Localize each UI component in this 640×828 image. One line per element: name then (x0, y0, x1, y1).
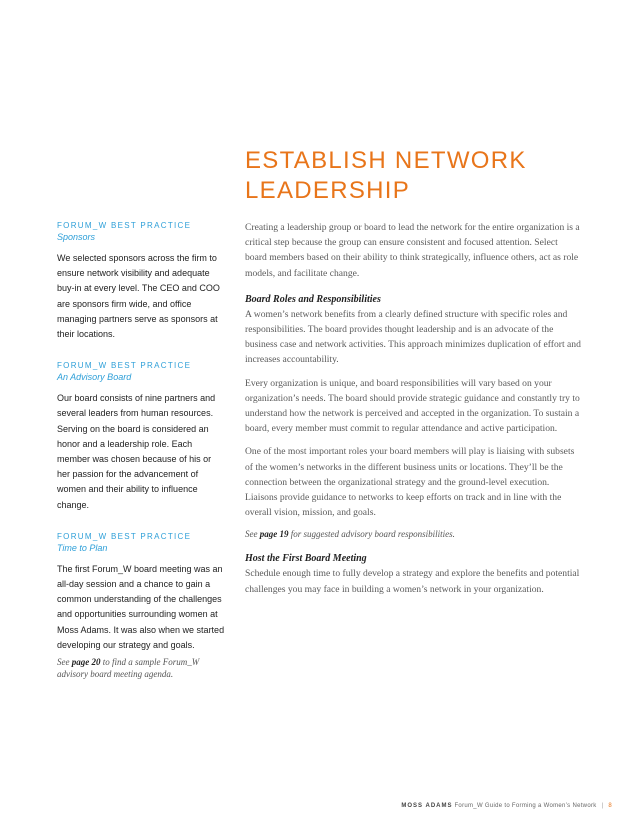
page-title-line-1: ESTABLISH NETWORK (245, 147, 527, 174)
best-practice-sponsors (57, 220, 225, 342)
best-practice-subtitle: An Advisory Board (57, 372, 132, 383)
best-practice-label: FORUM_W BEST PRACTICE (57, 361, 192, 371)
see-prefix: See (245, 529, 258, 540)
best-practice-subtitle: Sponsors (57, 232, 96, 242)
sidebar (57, 220, 225, 698)
intro-paragraph: Creating a leadership group or board to lead the network for the entire organization is a critical step because the group can ensure consistent and focused attention. Select board members based on their ability to think strategically, influence others, act as role models, and facilitate change. (245, 222, 580, 279)
see-suffix: for suggested advisory board responsibilities. (290, 529, 455, 540)
footer-doc-title: Forum_W Guide to Forming a Women’s Network (454, 803, 597, 809)
agenda-reference-note (57, 656, 225, 680)
footer-brand: MOSS ADAMS (401, 803, 453, 809)
main-content (245, 220, 581, 605)
best-practice-advisory-board (57, 360, 225, 513)
section-heading-first-meeting: Host the First Board Meeting (245, 553, 367, 565)
first-meeting-paragraph: Schedule enough time to fully develop a strategy and explore the benefits and potential challenges you may face in building a women’s network in your organization. (245, 568, 580, 595)
board-roles-paragraph-2: Every organization is unique, and board responsibilities will vary based on your organization’s needs. The board should provide strategic guidance and constantly try to understand how the network is perceived and accepted in the organization. To sustain a board, every member must commit to regular attendance and active participation. (245, 377, 580, 435)
page-title (245, 146, 605, 206)
best-practice-subtitle: Time to Plan (57, 542, 108, 553)
page-footer (401, 803, 612, 809)
footer-separator: | (601, 803, 604, 809)
page-19-link[interactable]: page 19 (259, 529, 289, 540)
best-practice-body: We selected sponsors across the firm to ensure network visibility and adequate buy-in at every level. The CEO and COO are sponsors firm wide, and office managing partners serve as sponsors at their locations. (57, 253, 220, 340)
board-roles-paragraph-3: One of the most important roles your board members will play is liaising with subsets of the women’s networks in the different business units or locations. They’ll be the connection between the organizational strategy and the ground-level execution. Liaisons provide guidance to networks to keep efforts on track and in line with the overall vision, mission, and goals. (245, 446, 575, 519)
board-roles-paragraph-1: A women’s network benefits from a clearly defined structure with specific roles and responsibilities. The board provides thought leadership and is an advocate of the business case and network activities. This approach minimizes duplication of effort and increases accountability. (245, 308, 581, 366)
best-practice-body: The first Forum_W board meeting was an all-day session and a chance to gain a common understanding of the challenges and opportunities surrounding women at Moss Adams. It was also when we started developing our strategy and goals. (57, 563, 225, 650)
page-title-line-2: LEADERSHIP (245, 177, 411, 204)
responsibilities-reference-note (245, 528, 581, 540)
section-heading-board-roles: Board Roles and Responsibilities (245, 293, 381, 305)
page-20-link[interactable]: page 20 (71, 657, 101, 668)
note-prefix: See (57, 657, 70, 668)
note-suffix: to find a sample Forum_W advisory board meeting agenda. (57, 657, 200, 680)
page-number: 8 (608, 803, 612, 809)
best-practice-time-to-plan (57, 531, 225, 680)
best-practice-label: FORUM_W BEST PRACTICE (57, 221, 192, 230)
best-practice-label: FORUM_W BEST PRACTICE (57, 531, 192, 541)
best-practice-body: Our board consists of nine partners and several leaders from human resources. Serving on the board is considered an honor and a leadership role. Each member was chosen because of his or her passion for the advancement of women and their ability to influence change. (57, 393, 216, 510)
